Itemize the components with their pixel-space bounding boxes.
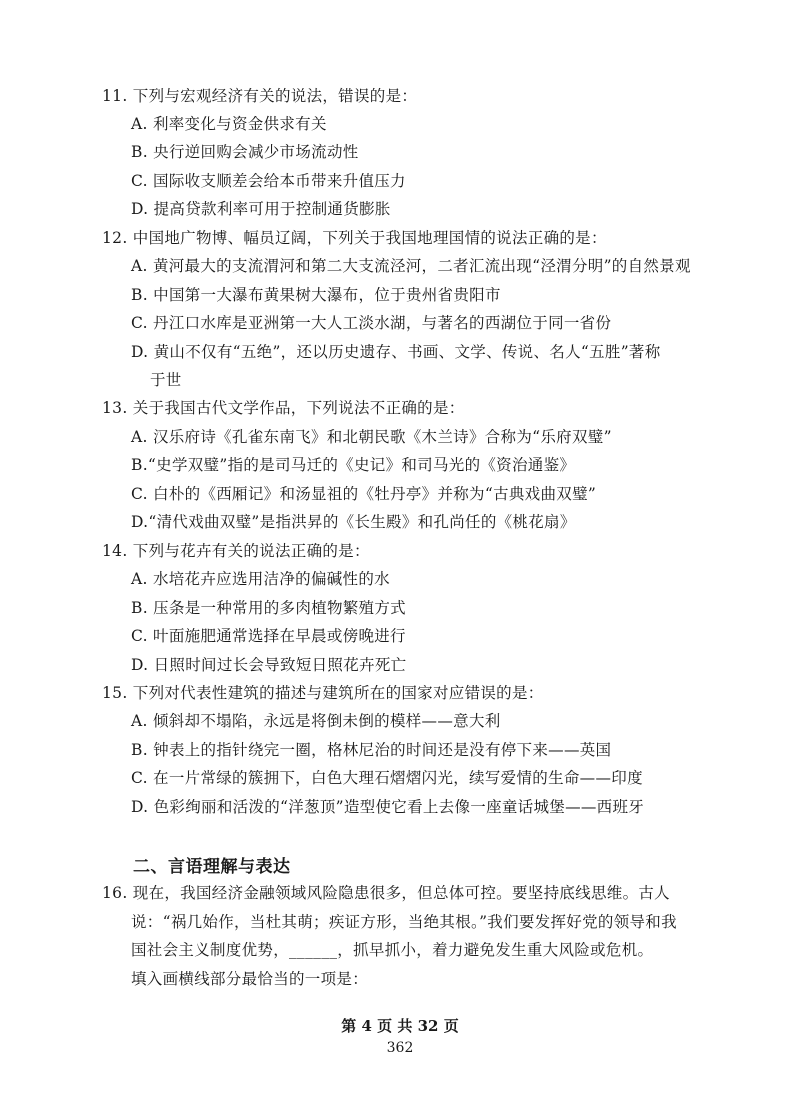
page-number: 362 xyxy=(386,1040,414,1056)
question-12-option-d-continued: 于世 xyxy=(150,371,182,389)
question-11-option-d: D. 提高贷款利率可用于控制通货膨胀 xyxy=(131,200,391,218)
question-15-option-d: D. 色彩绚丽和活泼的“洋葱顶”造型使它看上去像一座童话城堡——西班牙 xyxy=(131,798,645,816)
question-15-option-a: A. 倾斜却不塌陷，永远是将倒未倒的模样——意大利 xyxy=(131,712,501,730)
question-14-option-b: B. 压条是一种常用的多肉植物繁殖方式 xyxy=(131,599,406,617)
question-12-option-d: D. 黄山不仅有“五绝”，还以历史遗存、书画、文学、传说、名人“五胜”著称 xyxy=(131,343,661,361)
question-11-option-b: B. 央行逆回购会减少市场流动性 xyxy=(131,143,359,161)
question-14-stem: 14. 下列与花卉有关的说法正确的是： xyxy=(102,542,370,560)
question-16-line-3: 国社会主义制度优势，______，抓早抓小，着力避免发生重大风险或危机。 xyxy=(131,941,654,959)
question-13-stem: 13. 关于我国古代文学作品，下列说法不正确的是： xyxy=(102,399,465,417)
question-11-option-a: A. 利率变化与资金供求有关 xyxy=(131,115,327,133)
question-12-option-a: A. 黄河最大的支流渭河和第二大支流泾河，二者汇流出现“泾渭分明”的自然景观 xyxy=(131,257,691,275)
question-15-stem: 15. 下列对代表性建筑的描述与建筑所在的国家对应错误的是： xyxy=(102,684,544,702)
section-heading: 二、言语理解与表达 xyxy=(133,857,291,877)
question-13-option-d: D.“清代戏曲双璧”是指洪昇的《长生殿》和孔尚任的《桃花扇》 xyxy=(131,513,576,531)
question-11-stem: 11. 下列与宏观经济有关的说法，错误的是： xyxy=(102,87,418,105)
page-indicator: 第 4 页 共 32 页 xyxy=(341,1017,459,1035)
question-12-option-b: B. 中国第一大瀑布黄果树大瀑布，位于贵州省贵阳市 xyxy=(131,286,501,304)
question-13-option-c: C. 白朴的《西厢记》和汤显祖的《牡丹亭》并称为“古典戏曲双璧” xyxy=(131,485,597,503)
question-15-option-c: C. 在一片常绿的簇拥下，白色大理石熠熠闪光，续写爱情的生命——印度 xyxy=(131,769,643,787)
question-14-option-c: C. 叶面施肥通常选择在早晨或傍晚进行 xyxy=(131,627,406,645)
question-14-option-a: A. 水培花卉应选用洁净的偏碱性的水 xyxy=(131,570,390,588)
question-16-line-1: 16. 现在，我国经济金融领域风险隐患很多，但总体可控。要坚持底线思维。古人 xyxy=(102,884,670,902)
question-13-option-b: B.“史学双璧”指的是司马迁的《史记》和司马光的《资治通鉴》 xyxy=(131,456,576,474)
question-11-option-c: C. 国际收支顺差会给本币带来升值压力 xyxy=(131,172,406,190)
question-13-option-a: A. 汉乐府诗《孔雀东南飞》和北朝民歌《木兰诗》合称为“乐府双璧” xyxy=(131,428,612,446)
question-12-option-c: C. 丹江口水库是亚洲第一大人工淡水湖，与著名的西湖位于同一省份 xyxy=(131,314,612,332)
question-16-line-2: 说：“祸几始作，当杜其萌；疾证方形，当绝其根。”我们要发挥好党的领导和我 xyxy=(131,913,677,931)
question-15-option-b: B. 钟表上的指针绕完一圈，格林尼治的时间还是没有停下来——英国 xyxy=(131,741,612,759)
question-16-instruction: 填入画横线部分最恰当的一项是： xyxy=(131,970,369,988)
question-14-option-d: D. 日照时间过长会导致短日照花卉死亡 xyxy=(131,656,407,674)
question-12-stem: 12. 中国地广物博、幅员辽阔，下列关于我国地理国情的说法正确的是： xyxy=(102,229,607,247)
